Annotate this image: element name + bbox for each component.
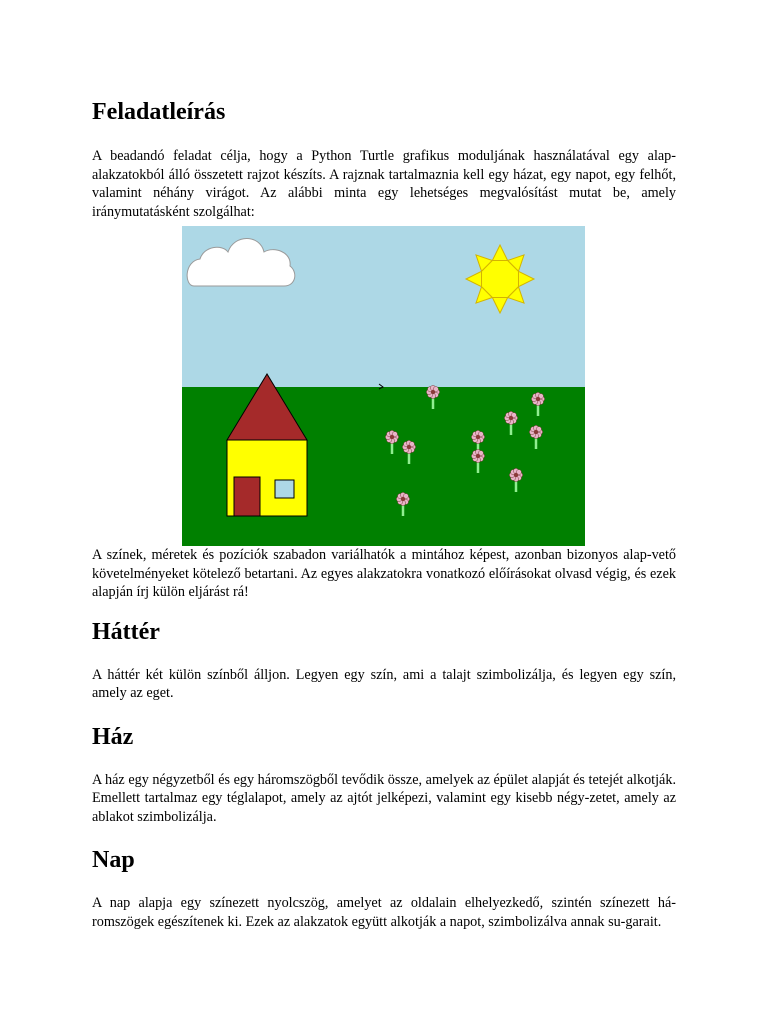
flower-center (431, 390, 435, 394)
sun-paragraph: A nap alapja egy színezett nyolcszög, amelyet az oldalain elhelyezkedő, szintén színezett há-romszögek egészítenek ki. Ezek az alakzatok együtt alkotják a napot, szimbolizálva annak su-garait. (92, 895, 676, 930)
intro-paragraph: A beadandó feladat célja, hogy a Python Turtle grafikus moduljának használatával egy alap-alakzatokból álló összetett rajzot készíts. A rajznak tartalmaznia kell egy házat, egy napot, egy felhőt, valamint néhány virágot. Az alábbi minta egy lehetséges megvalósítást mutat be, amely iránymutatásként szolgálhat: (92, 148, 676, 220)
flower-center (476, 454, 480, 458)
flower-center (509, 416, 513, 420)
document-page (92, 96, 676, 931)
section-title-nap: Nap (92, 847, 135, 873)
door (234, 477, 260, 516)
flower-center (514, 473, 518, 477)
flower-center (401, 497, 405, 501)
flower-center (390, 435, 394, 439)
window (275, 480, 294, 498)
section-title-feladatleiras: Feladatleírás (92, 99, 226, 125)
sample-drawing-figure (182, 226, 585, 546)
intro-paragraph-2: A színek, méretek és pozíciók szabadon variálhatók a mintához képest, azonban bizonyos alap-vető követelményeket kötelező betartani. Az egyes alakzatokra vonatkozó előírásokat olvasd végig, és ezek alapján írj külön eljárást rá! (92, 547, 676, 600)
section-title-hatter: Háttér (92, 618, 160, 645)
flower-center (476, 435, 480, 439)
flower-center (536, 397, 540, 401)
background-paragraph: A háttér két külön színből álljon. Legyen egy szín, ami a talajt szimbolizálja, és legyen egy szín, amely az eget. (92, 666, 676, 701)
sun-octagon (482, 261, 519, 298)
flower-center (407, 445, 411, 449)
house-paragraph: A ház egy négyzetből és egy háromszögből tevődik össze, amelyek az épület alapját és tetejét alkotják. Emellett tartalmaz egy téglalapot, amely az ajtót jelképezi, valamint egy kisebb négy-zetet, amely az ablakot szimbolizálja. (92, 771, 676, 825)
section-title-haz: Ház (92, 723, 134, 750)
flower-center (534, 430, 538, 434)
sun (466, 245, 534, 313)
